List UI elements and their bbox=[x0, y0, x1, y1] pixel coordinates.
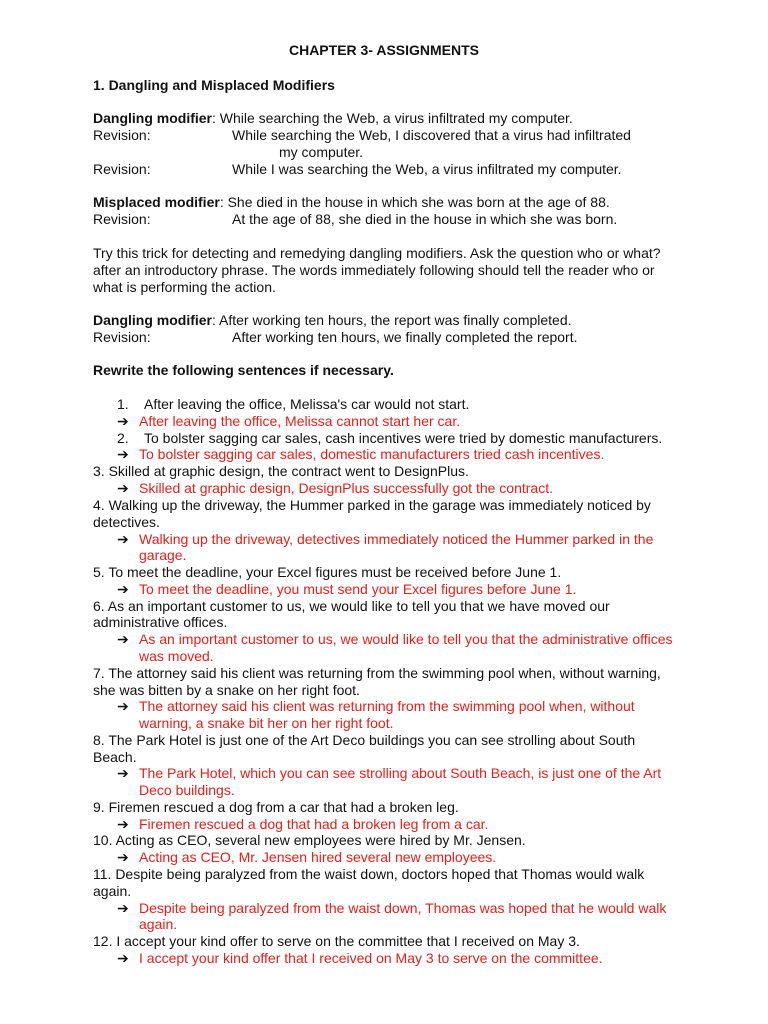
exercise-question bbox=[117, 396, 469, 413]
dangling-modifier-example bbox=[93, 110, 573, 127]
answer-text: As an important customer to us, we would like to tell you that the administrative offices bbox=[139, 631, 673, 647]
answer-text: The Park Hotel, which you can see strolling about South Beach, is just one of the Art bbox=[139, 765, 662, 781]
revision-line bbox=[93, 161, 622, 178]
answer-text: To meet the deadline, you must send your Excel figures before June 1. bbox=[139, 581, 577, 597]
arrow-icon: ➔ bbox=[117, 765, 129, 781]
exercise-question: 11. Despite being paralyzed from the waist down, doctors hoped that Thomas would walk bbox=[93, 866, 645, 882]
exercise-question: 3. Skilled at graphic design, the contract went to DesignPlus. bbox=[93, 463, 469, 479]
revision-label: Revision: bbox=[93, 161, 151, 177]
revision-text: While I was searching the Web, a virus infiltrated my computer. bbox=[232, 161, 622, 177]
exercise-question bbox=[117, 430, 662, 447]
answer-text-continuation: again. bbox=[139, 916, 178, 932]
item-number: 1. bbox=[117, 396, 129, 412]
example-sentence: : She died in the house in which she was born at the age of 88. bbox=[219, 194, 610, 210]
answer-text: The attorney said his client was returning from the swimming pool when, without bbox=[139, 698, 635, 714]
revision-line bbox=[93, 127, 631, 144]
exercise-question-continuation: detectives. bbox=[93, 514, 160, 530]
answer-text: After leaving the office, Melissa cannot start her car. bbox=[139, 413, 461, 429]
exercise-question: 8. The Park Hotel is just one of the Art Deco buildings you can see strolling about South bbox=[93, 732, 636, 748]
exercise-question-continuation: Beach. bbox=[93, 749, 137, 765]
term-label: Misplaced modifier bbox=[93, 194, 220, 210]
revision-label: Revision: bbox=[93, 127, 151, 143]
arrow-icon: ➔ bbox=[117, 698, 129, 714]
arrow-icon: ➔ bbox=[117, 480, 129, 496]
exercise-question: 9. Firemen rescued a dog from a car that had a broken leg. bbox=[93, 799, 459, 815]
exercise-question-continuation: administrative offices. bbox=[93, 614, 228, 630]
answer-text-continuation: warning, a snake bit her on her right foot. bbox=[139, 715, 394, 731]
example-sentence: : While searching the Web, a virus infiltrated my computer. bbox=[212, 110, 573, 126]
revision-text: At the age of 88, she died in the house in which she was born. bbox=[232, 211, 618, 227]
answer-text: I accept your kind offer that I received on May 3 to serve on the committee. bbox=[139, 950, 603, 966]
arrow-icon: ➔ bbox=[117, 631, 129, 647]
arrow-icon: ➔ bbox=[117, 950, 129, 966]
term-label: Dangling modifier bbox=[93, 110, 212, 126]
question-text: After leaving the office, Melissa's car would not start. bbox=[144, 396, 470, 412]
exercise-question: 6. As an important customer to us, we would like to tell you that we have moved our bbox=[93, 598, 610, 614]
revision-line bbox=[93, 211, 617, 228]
arrow-icon: ➔ bbox=[117, 900, 129, 916]
arrow-icon: ➔ bbox=[117, 581, 129, 597]
term-label: Dangling modifier bbox=[93, 312, 212, 328]
answer-text: Despite being paralyzed from the waist down, Thomas was hoped that he would walk bbox=[139, 900, 667, 916]
trick-paragraph-line: what is performing the action. bbox=[93, 279, 276, 295]
section-heading: 1. Dangling and Misplaced Modifiers bbox=[93, 77, 335, 93]
arrow-icon: ➔ bbox=[117, 531, 129, 547]
trick-paragraph-line: after an introductory phrase. The words immediately following should tell the reader who or bbox=[93, 262, 655, 278]
revision-text: While searching the Web, I discovered that a virus had infiltrated bbox=[232, 127, 631, 143]
answer-text-continuation: Deco buildings. bbox=[139, 782, 235, 798]
arrow-icon: ➔ bbox=[117, 816, 129, 832]
exercise-question: 4. Walking up the driveway, the Hummer parked in the garage was immediately noticed by bbox=[93, 497, 651, 513]
answer-text-continuation: garage. bbox=[139, 547, 187, 563]
exercise-question: 7. The attorney said his client was returning from the swimming pool when, without warning, bbox=[93, 665, 661, 681]
answer-text: Walking up the driveway, detectives immediately noticed the Hummer parked in the bbox=[139, 531, 654, 547]
arrow-icon: ➔ bbox=[117, 413, 129, 429]
exercise-question: 10. Acting as CEO, several new employees were hired by Mr. Jensen. bbox=[93, 832, 526, 848]
revision-line bbox=[93, 329, 578, 346]
example-sentence: : After working ten hours, the report was finally completed. bbox=[212, 312, 572, 328]
exercise-question-continuation: again. bbox=[93, 883, 132, 899]
dangling-modifier-example bbox=[93, 312, 572, 329]
exercise-question: 12. I accept your kind offer to serve on the committee that I received on May 3. bbox=[93, 933, 580, 949]
trick-paragraph-line: Try this trick for detecting and remedying dangling modifiers. Ask the question who or what? bbox=[93, 245, 661, 261]
question-text: To bolster sagging car sales, cash incentives were tried by domestic manufacturers. bbox=[144, 430, 663, 446]
exercise-heading: Rewrite the following sentences if necessary. bbox=[93, 362, 394, 378]
answer-text-continuation: was moved. bbox=[139, 648, 214, 664]
page-title: CHAPTER 3- ASSIGNMENTS bbox=[288, 42, 480, 58]
revision-label: Revision: bbox=[93, 329, 151, 345]
exercise-question: 5. To meet the deadline, your Excel figures must be received before June 1. bbox=[93, 564, 562, 580]
revision-continuation: my computer. bbox=[279, 144, 364, 160]
answer-text: To bolster sagging car sales, domestic manufacturers tried cash incentives. bbox=[139, 446, 605, 462]
answer-text: Firemen rescued a dog that had a broken leg from a car. bbox=[139, 816, 489, 832]
arrow-icon: ➔ bbox=[117, 446, 129, 462]
arrow-icon: ➔ bbox=[117, 849, 129, 865]
answer-text: Skilled at graphic design, DesignPlus successfully got the contract. bbox=[139, 480, 553, 496]
answer-text: Acting as CEO, Mr. Jensen hired several new employees. bbox=[139, 849, 497, 865]
item-number: 2. bbox=[117, 430, 129, 446]
exercise-question-continuation: she was bitten by a snake on her right foot. bbox=[93, 682, 360, 698]
misplaced-modifier-example bbox=[93, 194, 610, 211]
revision-label: Revision: bbox=[93, 211, 151, 227]
revision-text: After working ten hours, we finally completed the report. bbox=[232, 329, 578, 345]
